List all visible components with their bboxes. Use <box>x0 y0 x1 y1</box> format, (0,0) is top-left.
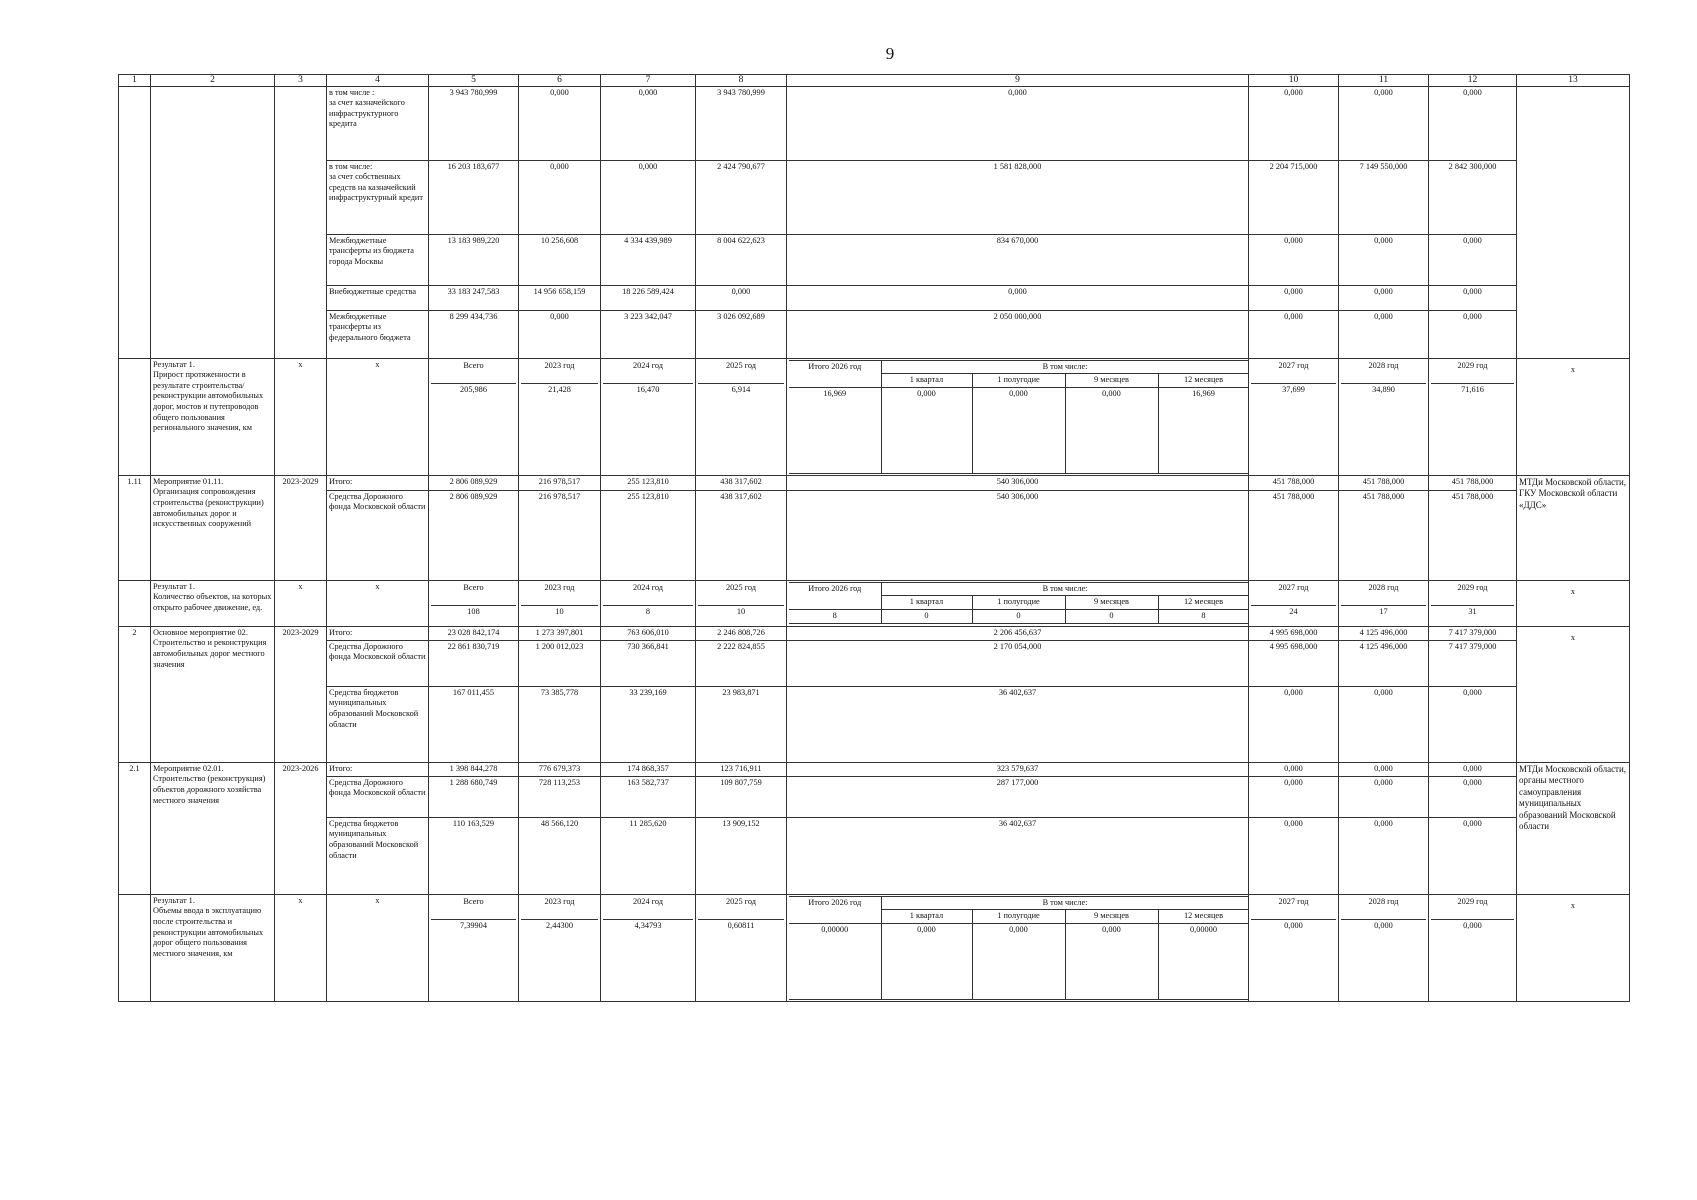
value-h1: 0,000 <box>972 387 1065 473</box>
cell-empty <box>119 894 151 1001</box>
value-2027: 0,000 <box>1249 762 1339 776</box>
funding-source: Средства Дорожного фонда Московской области <box>327 776 429 817</box>
value-2026: 287 177,000 <box>787 776 1249 817</box>
funding-source: Межбюджетные трансферты из бюджета города Москвы <box>327 234 429 285</box>
value-2025: 0,60811 <box>698 919 784 933</box>
value-total: 2 806 089,929 <box>429 475 519 490</box>
value-2024: 16,470 <box>603 383 693 397</box>
table-row <box>119 86 1630 160</box>
label-2027: 2027 год <box>1278 360 1309 370</box>
value-2025: 123 716,911 <box>696 762 787 776</box>
col-header: 6 <box>519 75 601 87</box>
value-2028: 451 788,000 <box>1339 490 1429 580</box>
cell-x: х <box>1517 580 1630 626</box>
subtable-2026 <box>789 896 1249 1000</box>
value-2025: 8 004 622,623 <box>696 234 787 285</box>
value-2026: 36 402,637 <box>787 686 1249 762</box>
result-row <box>119 580 1630 626</box>
value-2027: 2 204 715,000 <box>1249 160 1339 234</box>
value-2028: 0,000 <box>1339 762 1429 776</box>
label-2028: 2028 год <box>1368 360 1399 370</box>
subtable-2026 <box>789 360 1249 474</box>
value-total: 205,986 <box>431 383 516 397</box>
cell-x: х <box>275 894 327 1001</box>
result-2028 <box>1339 358 1429 475</box>
value-2023: 776 679,373 <box>519 762 601 776</box>
value-2026: 540 306,000 <box>787 490 1249 580</box>
subtable-2026 <box>789 582 1249 624</box>
value-2025: 2 246 808,726 <box>696 626 787 640</box>
cell-x: х <box>327 580 429 626</box>
result-2028 <box>1339 580 1429 626</box>
funding-source: Средства бюджетов муниципальных образований Московской области <box>327 686 429 762</box>
value-2025: 2 222 824,855 <box>696 640 787 686</box>
label-2028: 2028 год <box>1368 582 1399 592</box>
value-2024: 174 868,357 <box>601 762 696 776</box>
value-2028: 17 <box>1341 605 1426 619</box>
value-2023: 216 978,517 <box>519 475 601 490</box>
value-total: 13 183 989,220 <box>429 234 519 285</box>
value-total: 8 299 434,736 <box>429 310 519 358</box>
value-2027: 0,000 <box>1249 310 1339 358</box>
label-itogo-2026: Итого 2026 год <box>789 582 881 609</box>
value-2028: 0,000 <box>1339 817 1429 894</box>
result-2025 <box>696 894 787 1001</box>
result-name: Результат 1. Прирост протяженности в результате строительства/ реконструкции автомобильных дорог, мостов и путепроводов общего пользования регионального значения, км <box>151 358 275 475</box>
value-2026: 2 050 000,000 <box>787 310 1249 358</box>
label-in-that: В том числе: <box>881 582 1249 596</box>
label-h1: 1 полугодие <box>972 596 1065 610</box>
result-2023 <box>519 580 601 626</box>
result-2025 <box>696 358 787 475</box>
value-2028: 34,890 <box>1341 383 1426 397</box>
table-row <box>119 626 1630 640</box>
value-total: 3 943 780,999 <box>429 86 519 160</box>
value-2025: 109 807,759 <box>696 776 787 817</box>
value-2028: 4 125 496,000 <box>1339 640 1429 686</box>
value-2029: 0,000 <box>1429 817 1517 894</box>
value-9m: 0,000 <box>1065 387 1158 473</box>
label-9m: 9 месяцев <box>1065 596 1158 610</box>
value-2024: 33 239,169 <box>601 686 696 762</box>
value-2023: 73 385,778 <box>519 686 601 762</box>
value-2028: 0,000 <box>1341 919 1426 933</box>
label-9m: 9 месяцев <box>1065 910 1158 924</box>
responsible: МТДи Московской области, органы местного самоуправления муниципальных образований Московской области <box>1517 762 1630 894</box>
responsible: МТДи Московской области, ГКУ Московской области «ДДС» <box>1517 475 1630 580</box>
value-2025: 0,000 <box>696 285 787 310</box>
funding-source: Средства Дорожного фонда Московской области <box>327 640 429 686</box>
result-row <box>119 894 1630 1001</box>
cell-empty <box>119 86 151 358</box>
measure-name: Мероприятие 01.11. Организация сопровождения строительства (реконструкции) автомобильных дорог и искусственных сооружений <box>151 475 275 580</box>
value-2025: 3 943 780,999 <box>696 86 787 160</box>
table-row <box>119 285 1630 310</box>
result-2027 <box>1249 894 1339 1001</box>
value-2024: 18 226 589,424 <box>601 285 696 310</box>
cell-x: х <box>327 358 429 475</box>
value-2024: 763 606,010 <box>601 626 696 640</box>
value-2025: 6,914 <box>698 383 784 397</box>
value-2025: 23 983,871 <box>696 686 787 762</box>
label-2027: 2027 год <box>1278 896 1309 906</box>
value-2028: 0,000 <box>1339 776 1429 817</box>
value-2029: 31 <box>1431 605 1514 619</box>
program-table <box>118 74 1630 1002</box>
value-2023: 48 566,120 <box>519 817 601 894</box>
value-2025: 10 <box>698 605 784 619</box>
label-2029: 2029 год <box>1457 360 1488 370</box>
value-2023: 1 200 012,023 <box>519 640 601 686</box>
value-2027: 37,699 <box>1251 383 1336 397</box>
value-total: 2 806 089,929 <box>429 490 519 580</box>
result-2025 <box>696 580 787 626</box>
result-total <box>429 894 519 1001</box>
value-2027: 0,000 <box>1249 776 1339 817</box>
funding-source: Средства Дорожного фонда Московской области <box>327 490 429 580</box>
value-2025: 438 317,602 <box>696 490 787 580</box>
col-header: 3 <box>275 75 327 87</box>
value-itogo: 8 <box>789 609 881 623</box>
label-2028: 2028 год <box>1368 896 1399 906</box>
value-2027: 0,000 <box>1251 919 1336 933</box>
table-row <box>119 686 1630 762</box>
value-total: 33 183 247,583 <box>429 285 519 310</box>
value-2029: 0,000 <box>1429 776 1517 817</box>
result-total <box>429 358 519 475</box>
label-12m: 12 месяцев <box>1158 374 1249 388</box>
result-2029 <box>1429 580 1517 626</box>
value-2025: 2 424 790,677 <box>696 160 787 234</box>
row-number: 2 <box>119 626 151 762</box>
label-total: Всего <box>463 360 484 370</box>
table-row <box>119 310 1630 358</box>
page-number: 9 <box>885 44 895 63</box>
value-h1: 0 <box>972 609 1065 623</box>
col-header: 12 <box>1429 75 1517 87</box>
col-header: 9 <box>787 75 1249 87</box>
period: 2023-2029 <box>275 475 327 580</box>
label-total: Всего <box>463 896 484 906</box>
value-2029: 0,000 <box>1429 686 1517 762</box>
funding-source: Итого: <box>327 626 429 640</box>
value-2025: 3 026 092,689 <box>696 310 787 358</box>
value-total: 23 028 842,174 <box>429 626 519 640</box>
label-2023: 2023 год <box>544 896 575 906</box>
label-in-that: В том числе: <box>881 896 1249 910</box>
value-2027: 0,000 <box>1249 817 1339 894</box>
result-2029 <box>1429 358 1517 475</box>
value-12m: 8 <box>1158 609 1249 623</box>
row-number: 1.11 <box>119 475 151 580</box>
value-2026: 834 670,000 <box>787 234 1249 285</box>
value-2026: 1 581 828,000 <box>787 160 1249 234</box>
label-itogo-2026: Итого 2026 год <box>789 896 881 923</box>
label-2029: 2029 год <box>1457 582 1488 592</box>
result-2028 <box>1339 894 1429 1001</box>
label-h1: 1 полугодие <box>972 910 1065 924</box>
result-row <box>119 358 1630 475</box>
measure-name: Мероприятие 02.01. Строительство (реконструкция) объектов дорожного хозяйства местного значения <box>151 762 275 894</box>
value-total: 1 398 844,278 <box>429 762 519 776</box>
col-header: 11 <box>1339 75 1429 87</box>
label-h1: 1 полугодие <box>972 374 1065 388</box>
col-header: 10 <box>1249 75 1339 87</box>
result-2026 <box>787 580 1249 626</box>
value-2027: 24 <box>1251 605 1336 619</box>
value-q1: 0,000 <box>881 923 972 999</box>
result-2024 <box>601 580 696 626</box>
value-2024: 730 366,841 <box>601 640 696 686</box>
funding-source: Средства бюджетов муниципальных образований Московской области <box>327 817 429 894</box>
table-row <box>119 475 1630 490</box>
result-2024 <box>601 358 696 475</box>
cell-empty <box>119 580 151 626</box>
cell-empty <box>151 86 275 358</box>
measure-name: Основное мероприятие 02. Строительство и реконструкция автомобильных дорог местного значения <box>151 626 275 762</box>
value-2029: 71,616 <box>1431 383 1514 397</box>
col-header: 2 <box>151 75 275 87</box>
value-2026: 323 579,637 <box>787 762 1249 776</box>
value-9m: 0,000 <box>1065 923 1158 999</box>
label-in-that: В том числе: <box>881 360 1249 374</box>
value-itogo: 16,969 <box>789 387 881 473</box>
value-2023: 728 113,253 <box>519 776 601 817</box>
value-2026: 2 206 456,637 <box>787 626 1249 640</box>
value-2029: 0,000 <box>1429 86 1517 160</box>
label-2024: 2024 год <box>633 896 663 906</box>
label-2025: 2025 год <box>726 582 756 592</box>
value-2029: 451 788,000 <box>1429 475 1517 490</box>
cell-x: х <box>1517 894 1630 1001</box>
value-2023: 14 956 658,159 <box>519 285 601 310</box>
col-header: 13 <box>1517 75 1630 87</box>
period: 2023-2026 <box>275 762 327 894</box>
value-2027: 4 995 698,000 <box>1249 626 1339 640</box>
value-2029: 2 842 300,000 <box>1429 160 1517 234</box>
value-2027: 451 788,000 <box>1249 490 1339 580</box>
value-2024: 0,000 <box>601 160 696 234</box>
label-12m: 12 месяцев <box>1158 596 1249 610</box>
result-name: Результат 1. Количество объектов, на которых открыто рабочее движение, ед. <box>151 580 275 626</box>
value-2024: 163 582,737 <box>601 776 696 817</box>
value-q1: 0 <box>881 609 972 623</box>
value-2026: 2 170 054,000 <box>787 640 1249 686</box>
value-2027: 0,000 <box>1249 285 1339 310</box>
value-total: 110 163,529 <box>429 817 519 894</box>
value-2024: 4 334 439,989 <box>601 234 696 285</box>
value-2024: 11 285,620 <box>601 817 696 894</box>
funding-source: Итого: <box>327 762 429 776</box>
value-2024: 3 223 342,047 <box>601 310 696 358</box>
cell-x: х <box>275 358 327 475</box>
value-2029: 0,000 <box>1429 310 1517 358</box>
value-2023: 216 978,517 <box>519 490 601 580</box>
value-2027: 0,000 <box>1249 686 1339 762</box>
value-2023: 0,000 <box>519 86 601 160</box>
col-header: 7 <box>601 75 696 87</box>
col-header: 4 <box>327 75 429 87</box>
funding-source: Межбюджетные трансферты из федерального бюджета <box>327 310 429 358</box>
value-2029: 0,000 <box>1429 285 1517 310</box>
cell-x: х <box>275 580 327 626</box>
value-2029: 0,000 <box>1429 234 1517 285</box>
result-2029 <box>1429 894 1517 1001</box>
value-2023: 21,428 <box>521 383 598 397</box>
result-total <box>429 580 519 626</box>
label-2023: 2023 год <box>544 582 575 592</box>
result-name: Результат 1. Объемы ввода в эксплуатацию после строительства и реконструкции автомобильных дорог общего пользования местного значения, км <box>151 894 275 1001</box>
value-2028: 0,000 <box>1339 310 1429 358</box>
value-total: 16 203 183,677 <box>429 160 519 234</box>
value-itogo: 0,00000 <box>789 923 881 999</box>
label-2029: 2029 год <box>1457 896 1488 906</box>
label-q1: 1 квартал <box>881 910 972 924</box>
value-2025: 438 317,602 <box>696 475 787 490</box>
label-2024: 2024 год <box>633 582 663 592</box>
cell-x: х <box>1517 358 1630 475</box>
value-2023: 10 <box>521 605 598 619</box>
value-2028: 4 125 496,000 <box>1339 626 1429 640</box>
table-row <box>119 160 1630 234</box>
value-2027: 451 788,000 <box>1249 475 1339 490</box>
label-2027: 2027 год <box>1278 582 1309 592</box>
value-2027: 4 995 698,000 <box>1249 640 1339 686</box>
value-2026: 0,000 <box>787 86 1249 160</box>
table-row <box>119 234 1630 285</box>
label-2023: 2023 год <box>544 360 575 370</box>
value-2024: 0,000 <box>601 86 696 160</box>
value-2023: 10 256,608 <box>519 234 601 285</box>
funding-source: в том числе: за счет собственных средств на казначейский инфраструктурный кредит <box>327 160 429 234</box>
value-2027: 0,000 <box>1249 234 1339 285</box>
value-2026: 36 402,637 <box>787 817 1249 894</box>
label-2025: 2025 год <box>726 360 756 370</box>
table-row <box>119 776 1630 817</box>
value-total: 1 288 680,749 <box>429 776 519 817</box>
label-12m: 12 месяцев <box>1158 910 1249 924</box>
value-2028: 0,000 <box>1339 86 1429 160</box>
label-9m: 9 месяцев <box>1065 374 1158 388</box>
value-2029: 7 417 379,000 <box>1429 640 1517 686</box>
value-2024: 4,34793 <box>603 919 693 933</box>
value-12m: 16,969 <box>1158 387 1249 473</box>
label-q1: 1 квартал <box>881 596 972 610</box>
value-2023: 1 273 397,801 <box>519 626 601 640</box>
table-row <box>119 817 1630 894</box>
cell-empty <box>275 86 327 358</box>
table-row <box>119 640 1630 686</box>
result-2026 <box>787 358 1249 475</box>
value-2028: 0,000 <box>1339 686 1429 762</box>
value-12m: 0,00000 <box>1158 923 1249 999</box>
value-2029: 7 417 379,000 <box>1429 626 1517 640</box>
result-2023 <box>519 894 601 1001</box>
value-2029: 451 788,000 <box>1429 490 1517 580</box>
value-9m: 0 <box>1065 609 1158 623</box>
funding-source: Итого: <box>327 475 429 490</box>
value-2023: 0,000 <box>519 160 601 234</box>
cell-x: х <box>1517 626 1630 762</box>
value-2028: 7 149 550,000 <box>1339 160 1429 234</box>
value-total: 22 861 830,719 <box>429 640 519 686</box>
col-header: 5 <box>429 75 519 87</box>
value-2024: 8 <box>603 605 693 619</box>
value-h1: 0,000 <box>972 923 1065 999</box>
value-2023: 2,44300 <box>521 919 598 933</box>
value-2023: 0,000 <box>519 310 601 358</box>
table-row <box>119 762 1630 776</box>
result-2027 <box>1249 358 1339 475</box>
result-2026 <box>787 894 1249 1001</box>
funding-source: в том числе : за счет казначейского инфраструктурного кредита <box>327 86 429 160</box>
cell-empty <box>119 358 151 475</box>
value-total: 108 <box>431 605 516 619</box>
value-2028: 0,000 <box>1339 234 1429 285</box>
col-header: 8 <box>696 75 787 87</box>
value-2029: 0,000 <box>1431 919 1514 933</box>
row-number: 2.1 <box>119 762 151 894</box>
value-2028: 0,000 <box>1339 285 1429 310</box>
funding-source: Внебюджетные средства <box>327 285 429 310</box>
table-row <box>119 490 1630 580</box>
col-header: 1 <box>119 75 151 87</box>
value-2026: 540 306,000 <box>787 475 1249 490</box>
value-2029: 0,000 <box>1429 762 1517 776</box>
value-2025: 13 909,152 <box>696 817 787 894</box>
result-2024 <box>601 894 696 1001</box>
value-2028: 451 788,000 <box>1339 475 1429 490</box>
value-2027: 0,000 <box>1249 86 1339 160</box>
cell-empty <box>1517 86 1630 358</box>
result-2023 <box>519 358 601 475</box>
label-itogo-2026: Итого 2026 год <box>789 360 881 387</box>
value-2024: 255 123,810 <box>601 475 696 490</box>
value-2026: 0,000 <box>787 285 1249 310</box>
label-total: Всего <box>463 582 484 592</box>
label-2024: 2024 год <box>633 360 663 370</box>
column-number-row <box>119 75 1630 87</box>
value-total: 167 011,455 <box>429 686 519 762</box>
result-2027 <box>1249 580 1339 626</box>
value-total: 7,39904 <box>431 919 516 933</box>
label-q1: 1 квартал <box>881 374 972 388</box>
period: 2023-2029 <box>275 626 327 762</box>
value-2024: 255 123,810 <box>601 490 696 580</box>
value-q1: 0,000 <box>881 387 972 473</box>
cell-x: х <box>327 894 429 1001</box>
label-2025: 2025 год <box>726 896 756 906</box>
